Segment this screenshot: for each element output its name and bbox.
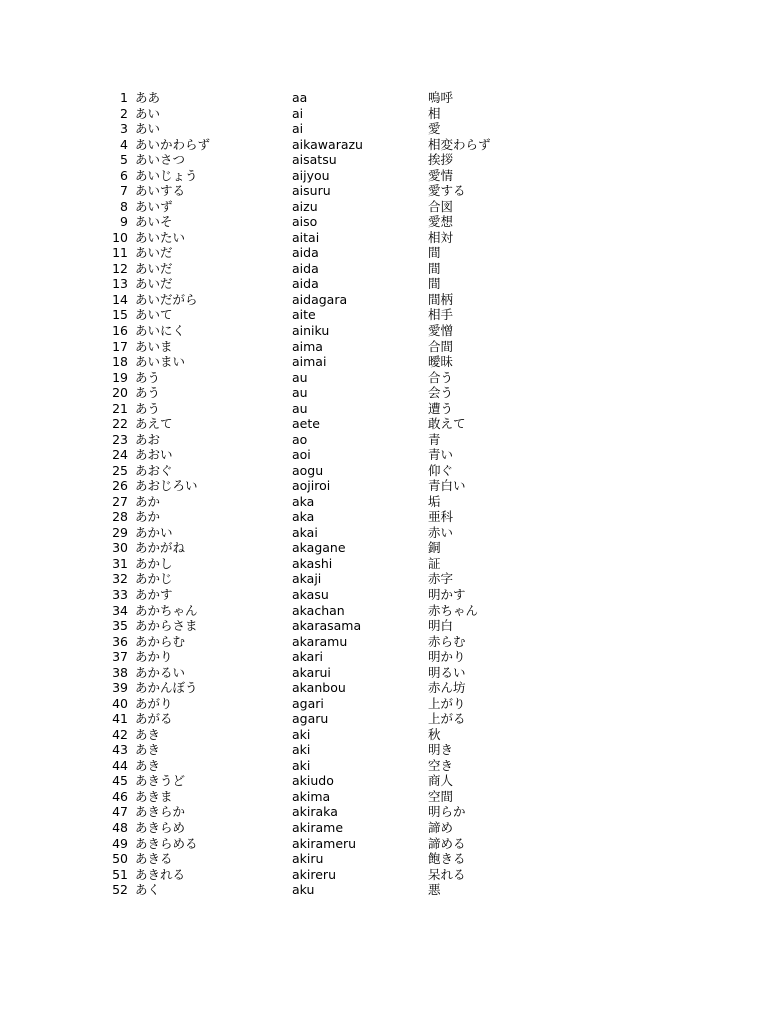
row-number: 12 xyxy=(112,260,128,276)
kanji-writing: 合う xyxy=(428,369,454,385)
row-number: 42 xyxy=(112,726,128,742)
kanji-writing: 銅 xyxy=(428,540,441,556)
row-number: 47 xyxy=(112,804,128,820)
kana-reading: あお xyxy=(135,431,161,447)
kana-reading: あか xyxy=(135,509,161,525)
romaji-reading: akirame xyxy=(292,819,344,835)
vocab-row xyxy=(0,851,768,867)
kana-reading: あう xyxy=(135,369,161,385)
romaji-reading: aikawarazu xyxy=(292,136,363,152)
romaji-reading: aiso xyxy=(292,214,318,230)
romaji-reading: aojiroi xyxy=(292,478,331,494)
kanji-writing: 遭う xyxy=(428,400,454,416)
kana-reading: あいて xyxy=(135,307,173,323)
vocab-row xyxy=(0,401,768,417)
kana-reading: あいだ xyxy=(135,276,173,292)
romaji-reading: aka xyxy=(292,493,315,509)
row-number: 3 xyxy=(120,121,128,137)
romaji-reading: akiudo xyxy=(292,773,334,789)
kana-reading: あい xyxy=(135,105,161,121)
kanji-writing: 赤い xyxy=(428,524,454,540)
kanji-writing: 呆れる xyxy=(428,866,466,882)
kana-reading: あう xyxy=(135,400,161,416)
kanji-writing: 赤ちゃん xyxy=(428,602,479,618)
row-number: 48 xyxy=(112,819,128,835)
vocab-row xyxy=(0,432,768,448)
row-number: 1 xyxy=(120,90,128,105)
romaji-reading: akirameru xyxy=(292,835,357,851)
romaji-reading: aisuru xyxy=(292,183,331,199)
romaji-reading: akagane xyxy=(292,540,346,556)
row-number: 16 xyxy=(112,322,128,338)
row-number: 5 xyxy=(120,152,128,168)
row-number: 20 xyxy=(112,385,128,401)
kanji-writing: 諦める xyxy=(428,835,466,851)
row-number: 22 xyxy=(112,416,128,432)
kana-reading: あいま xyxy=(135,338,173,354)
vocab-row xyxy=(0,758,768,774)
row-number: 44 xyxy=(112,757,128,773)
row-number: 17 xyxy=(112,338,128,354)
romaji-reading: akiru xyxy=(292,851,324,867)
romaji-reading: aimai xyxy=(292,354,327,370)
vocab-row xyxy=(0,463,768,479)
row-number: 9 xyxy=(120,214,128,230)
vocab-row xyxy=(0,494,768,510)
row-number: 21 xyxy=(112,400,128,416)
romaji-reading: akiraka xyxy=(292,804,338,820)
vocab-row xyxy=(0,540,768,556)
romaji-reading: akireru xyxy=(292,866,336,882)
kana-reading: あからさま xyxy=(135,618,198,634)
vocab-row xyxy=(0,307,768,323)
kana-reading: あがる xyxy=(135,711,173,727)
row-number: 30 xyxy=(112,540,128,556)
vocab-row xyxy=(0,447,768,463)
kana-reading: あおい xyxy=(135,447,173,463)
romaji-reading: akaji xyxy=(292,571,322,587)
kanji-writing: 愛 xyxy=(428,121,441,137)
kanji-writing: 上がる xyxy=(428,711,466,727)
kana-reading: あう xyxy=(135,385,161,401)
kana-reading: あおぐ xyxy=(135,462,173,478)
romaji-reading: akanbou xyxy=(292,680,346,696)
kanji-writing: 赤らむ xyxy=(428,633,466,649)
kanji-writing: 青白い xyxy=(428,478,466,494)
row-number: 13 xyxy=(112,276,128,292)
kanji-writing: 間 xyxy=(428,276,441,292)
kana-reading: あいだ xyxy=(135,260,173,276)
romaji-reading: aijyou xyxy=(292,167,330,183)
romaji-reading: akarasama xyxy=(292,618,362,634)
vocab-row xyxy=(0,587,768,603)
vocab-row xyxy=(0,323,768,339)
kana-reading: あいまい xyxy=(135,354,186,370)
kana-reading: あおじろい xyxy=(135,478,198,494)
romaji-reading: akarui xyxy=(292,664,331,680)
row-number: 52 xyxy=(112,882,128,898)
kanji-writing: 曖昧 xyxy=(428,354,454,370)
kana-reading: あかんぼう xyxy=(135,680,198,696)
romaji-reading: ai xyxy=(292,121,304,137)
kanji-writing: 秋 xyxy=(428,726,441,742)
romaji-reading: aka xyxy=(292,509,315,525)
kana-reading: あかり xyxy=(135,649,173,665)
vocab-row xyxy=(0,882,768,898)
romaji-reading: ao xyxy=(292,431,308,447)
kana-reading: あき xyxy=(135,757,161,773)
row-number: 35 xyxy=(112,618,128,634)
kanji-writing: 愛憎 xyxy=(428,322,454,338)
kanji-writing: 間 xyxy=(428,245,441,261)
romaji-reading: aida xyxy=(292,245,319,261)
row-number: 15 xyxy=(112,307,128,323)
row-number: 33 xyxy=(112,587,128,602)
kanji-writing: 青 xyxy=(428,431,441,447)
kana-reading: あかるい xyxy=(135,664,186,680)
kana-reading: あいだ xyxy=(135,245,173,261)
vocab-row xyxy=(0,168,768,184)
vocab-row xyxy=(0,742,768,758)
romaji-reading: aitai xyxy=(292,229,320,245)
kanji-writing: 証 xyxy=(428,555,441,571)
romaji-reading: akashi xyxy=(292,555,333,571)
kana-reading: あか xyxy=(135,493,161,509)
row-number: 27 xyxy=(112,493,128,509)
kanji-writing: 明るい xyxy=(428,664,466,680)
romaji-reading: aida xyxy=(292,276,319,292)
kana-reading: あき xyxy=(135,726,161,742)
vocab-row xyxy=(0,478,768,494)
vocab-row xyxy=(0,137,768,153)
vocab-row xyxy=(0,214,768,230)
row-number: 43 xyxy=(112,742,128,758)
vocab-row xyxy=(0,804,768,820)
kana-reading: ああ xyxy=(135,90,161,105)
vocab-row xyxy=(0,696,768,712)
romaji-reading: aima xyxy=(292,338,323,354)
romaji-reading: akari xyxy=(292,649,323,665)
row-number: 32 xyxy=(112,571,128,587)
kanji-writing: 間柄 xyxy=(428,291,454,307)
romaji-reading: aida xyxy=(292,260,319,276)
kanji-writing: 相対 xyxy=(428,229,454,245)
kanji-writing: 愛する xyxy=(428,183,466,199)
vocab-row xyxy=(0,789,768,805)
vocab-row xyxy=(0,571,768,587)
vocab-row xyxy=(0,711,768,727)
vocab-row xyxy=(0,354,768,370)
kanji-writing: 相 xyxy=(428,105,441,121)
row-number: 36 xyxy=(112,633,128,649)
romaji-reading: aki xyxy=(292,726,311,742)
romaji-reading: akai xyxy=(292,524,318,540)
kanji-writing: 会う xyxy=(428,385,454,401)
kana-reading: あきま xyxy=(135,788,173,804)
row-number: 24 xyxy=(112,447,128,463)
row-number: 28 xyxy=(112,509,128,525)
kana-reading: あからむ xyxy=(135,633,186,649)
romaji-reading: aite xyxy=(292,307,316,323)
romaji-reading: akima xyxy=(292,788,331,804)
row-number: 51 xyxy=(112,866,128,882)
kana-reading: あいにく xyxy=(135,322,186,338)
row-number: 18 xyxy=(112,354,128,370)
row-number: 8 xyxy=(120,198,128,214)
vocab-row xyxy=(0,276,768,292)
kanji-writing: 相変わらず xyxy=(428,136,491,152)
vocab-row xyxy=(0,261,768,277)
vocab-row xyxy=(0,385,768,401)
vocab-row xyxy=(0,820,768,836)
romaji-reading: aizu xyxy=(292,198,318,214)
kanji-writing: 合間 xyxy=(428,338,454,354)
kana-reading: あかい xyxy=(135,524,173,540)
romaji-reading: aki xyxy=(292,742,311,758)
kana-reading: あきる xyxy=(135,851,173,867)
row-number: 31 xyxy=(112,555,128,571)
kana-reading: あえて xyxy=(135,416,173,432)
vocab-row xyxy=(0,152,768,168)
row-number: 46 xyxy=(112,788,128,804)
kanji-writing: 空間 xyxy=(428,788,454,804)
kanji-writing: 挨拶 xyxy=(428,152,454,168)
kanji-writing: 明かり xyxy=(428,649,466,665)
kana-reading: あく xyxy=(135,882,161,898)
row-number: 40 xyxy=(112,695,128,711)
vocab-row xyxy=(0,649,768,665)
kana-reading: あき xyxy=(135,742,161,758)
kanji-writing: 赤ん坊 xyxy=(428,680,466,696)
row-number: 29 xyxy=(112,524,128,540)
row-number: 6 xyxy=(120,167,128,183)
romaji-reading: aku xyxy=(292,882,315,898)
kanji-writing: 合図 xyxy=(428,198,454,214)
romaji-reading: akasu xyxy=(292,587,329,602)
romaji-reading: agari xyxy=(292,695,324,711)
kana-reading: あいたい xyxy=(135,229,186,245)
row-number: 45 xyxy=(112,773,128,789)
vocab-row xyxy=(0,509,768,525)
romaji-reading: aki xyxy=(292,757,311,773)
kana-reading: あいず xyxy=(135,198,173,214)
kana-reading: あいじょう xyxy=(135,167,198,183)
kanji-writing: 悪 xyxy=(428,882,441,898)
row-number: 10 xyxy=(112,229,128,245)
vocab-row xyxy=(0,90,768,106)
kana-reading: あいする xyxy=(135,183,186,199)
kanji-writing: 明らか xyxy=(428,804,466,820)
row-number: 7 xyxy=(120,183,128,199)
vocab-row xyxy=(0,106,768,122)
vocab-row xyxy=(0,773,768,789)
kana-reading: あきらめ xyxy=(135,819,186,835)
kanji-writing: 相手 xyxy=(428,307,454,323)
row-number: 14 xyxy=(112,291,128,307)
row-number: 4 xyxy=(120,136,128,152)
vocab-row xyxy=(0,416,768,432)
kana-reading: あかがね xyxy=(135,540,186,556)
row-number: 23 xyxy=(112,431,128,447)
vocab-row xyxy=(0,556,768,572)
vocab-row xyxy=(0,199,768,215)
kanji-writing: 亜科 xyxy=(428,509,454,525)
kana-reading: あいそ xyxy=(135,214,173,230)
romaji-reading: akaramu xyxy=(292,633,348,649)
kana-reading: あいだがら xyxy=(135,291,198,307)
row-number: 25 xyxy=(112,462,128,478)
vocab-row xyxy=(0,634,768,650)
romaji-reading: aoi xyxy=(292,447,311,463)
kanji-writing: 間 xyxy=(428,260,441,276)
vocab-row xyxy=(0,665,768,681)
row-number: 11 xyxy=(112,245,128,261)
vocab-row xyxy=(0,183,768,199)
vocab-row xyxy=(0,836,768,852)
vocab-row xyxy=(0,230,768,246)
kanji-writing: 赤字 xyxy=(428,571,454,587)
row-number: 34 xyxy=(112,602,128,618)
row-number: 37 xyxy=(112,649,128,665)
romaji-reading: ai xyxy=(292,105,304,121)
romaji-reading: aisatsu xyxy=(292,152,337,168)
vocab-row xyxy=(0,245,768,261)
kanji-writing: 商人 xyxy=(428,773,454,789)
vocab-row xyxy=(0,603,768,619)
kana-reading: あい xyxy=(135,121,161,137)
kana-reading: あきらか xyxy=(135,804,186,820)
vocab-row xyxy=(0,339,768,355)
row-number: 38 xyxy=(112,664,128,680)
row-number: 2 xyxy=(120,105,128,121)
kana-reading: あかし xyxy=(135,555,173,571)
romaji-reading: agaru xyxy=(292,711,329,727)
kanji-writing: 飽きる xyxy=(428,851,466,867)
kanji-writing: 敢えて xyxy=(428,416,466,432)
kana-reading: あきうど xyxy=(135,773,186,789)
row-number: 49 xyxy=(112,835,128,851)
kana-reading: あいかわらず xyxy=(135,136,211,152)
kanji-writing: 青い xyxy=(428,447,454,463)
romaji-reading: akachan xyxy=(292,602,345,618)
vocab-row xyxy=(0,867,768,883)
kanji-writing: 愛情 xyxy=(428,167,454,183)
romaji-reading: au xyxy=(292,369,308,385)
row-number: 50 xyxy=(112,851,128,867)
row-number: 41 xyxy=(112,711,128,727)
vocab-row xyxy=(0,680,768,696)
kana-reading: あかじ xyxy=(135,571,173,587)
vocab-row xyxy=(0,292,768,308)
romaji-reading: aete xyxy=(292,416,320,432)
romaji-reading: aogu xyxy=(292,462,324,478)
kanji-writing: 明白 xyxy=(428,618,454,634)
kanji-writing: 愛想 xyxy=(428,214,454,230)
row-number: 19 xyxy=(112,369,128,385)
romaji-reading: au xyxy=(292,385,308,401)
row-number: 39 xyxy=(112,680,128,696)
kanji-writing: 垢 xyxy=(428,493,441,509)
vocabulary-list xyxy=(0,90,768,898)
romaji-reading: au xyxy=(292,400,308,416)
kanji-writing: 空き xyxy=(428,757,454,773)
kana-reading: あかちゃん xyxy=(135,602,198,618)
kana-reading: あいさつ xyxy=(135,152,186,168)
romaji-reading: ainiku xyxy=(292,322,330,338)
kana-reading: あきれる xyxy=(135,866,186,882)
vocab-row xyxy=(0,525,768,541)
row-number: 26 xyxy=(112,478,128,494)
kana-reading: あきらめる xyxy=(135,835,198,851)
kanji-writing: 仰ぐ xyxy=(428,462,454,478)
vocab-row xyxy=(0,370,768,386)
vocab-row xyxy=(0,121,768,137)
kanji-writing: 明かす xyxy=(428,587,466,602)
kana-reading: あがり xyxy=(135,695,173,711)
romaji-reading: aidagara xyxy=(292,291,348,307)
vocab-row xyxy=(0,727,768,743)
kanji-writing: 嗚呼 xyxy=(428,90,454,105)
kanji-writing: 上がり xyxy=(428,695,466,711)
romaji-reading: aa xyxy=(292,90,308,105)
kana-reading: あかす xyxy=(135,587,173,602)
vocab-row xyxy=(0,618,768,634)
kanji-writing: 明き xyxy=(428,742,454,758)
kanji-writing: 諦め xyxy=(428,819,454,835)
